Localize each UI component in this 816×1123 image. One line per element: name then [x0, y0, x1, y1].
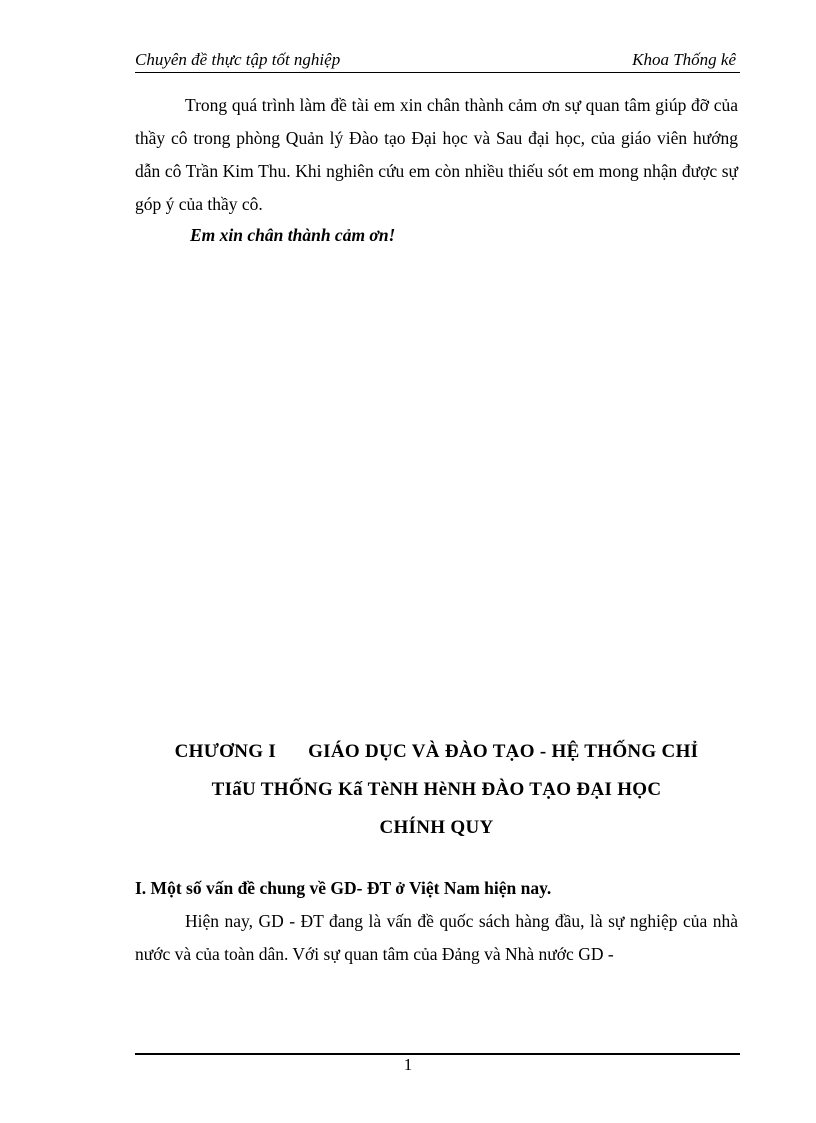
page-header [135, 48, 740, 73]
section-heading: I. Một số vấn đề chung về GD- ĐT ở Việt Nam hiện nay. [135, 878, 552, 898]
chapter-title-line-2: TIấU THỐNG Kấ TèNH HèNH ĐÀO TẠO ĐẠI HỌC [211, 779, 662, 800]
header-department: Khoa Thống kê [632, 50, 736, 69]
chapter-title-line-3: CHÍNH QUY [379, 817, 494, 838]
chapter-heading [135, 733, 738, 847]
chapter-number: CHƯƠNG I [174, 741, 277, 762]
intro-paragraph: Trong quá trình làm đề tài em xin chân thành cảm ơn sự quan tâm giúp đỡ của thầy cô trong phòng Quản lý Đào tạo Đại học và Sau đại học, của giáo viên hướng dẫn cô Trần Kim Thu. Khi nghiên cứu em còn nhiều thiếu sót em mong nhận được sự góp ý của thầy cô. [135, 95, 738, 214]
page-number: 1 [403, 1055, 413, 1074]
chapter-title-line-1 [135, 733, 738, 771]
thanks-line: Em xin chân thành cảm ơn! [190, 225, 396, 245]
chapter-title-part-1: GIÁO DỤC VÀ ĐÀO TẠO - HỆ THỐNG CHỈ [308, 741, 699, 762]
section-paragraph: Hiện nay, GD - ĐT đang là vấn đề quốc sách hàng đầu, là sự nghiệp của nhà nước và của toàn dân. Với sự quan tâm của Đảng và Nhà nước GD - [135, 911, 738, 964]
header-document-title: Chuyên đề thực tập tốt nghiệp [135, 50, 341, 69]
